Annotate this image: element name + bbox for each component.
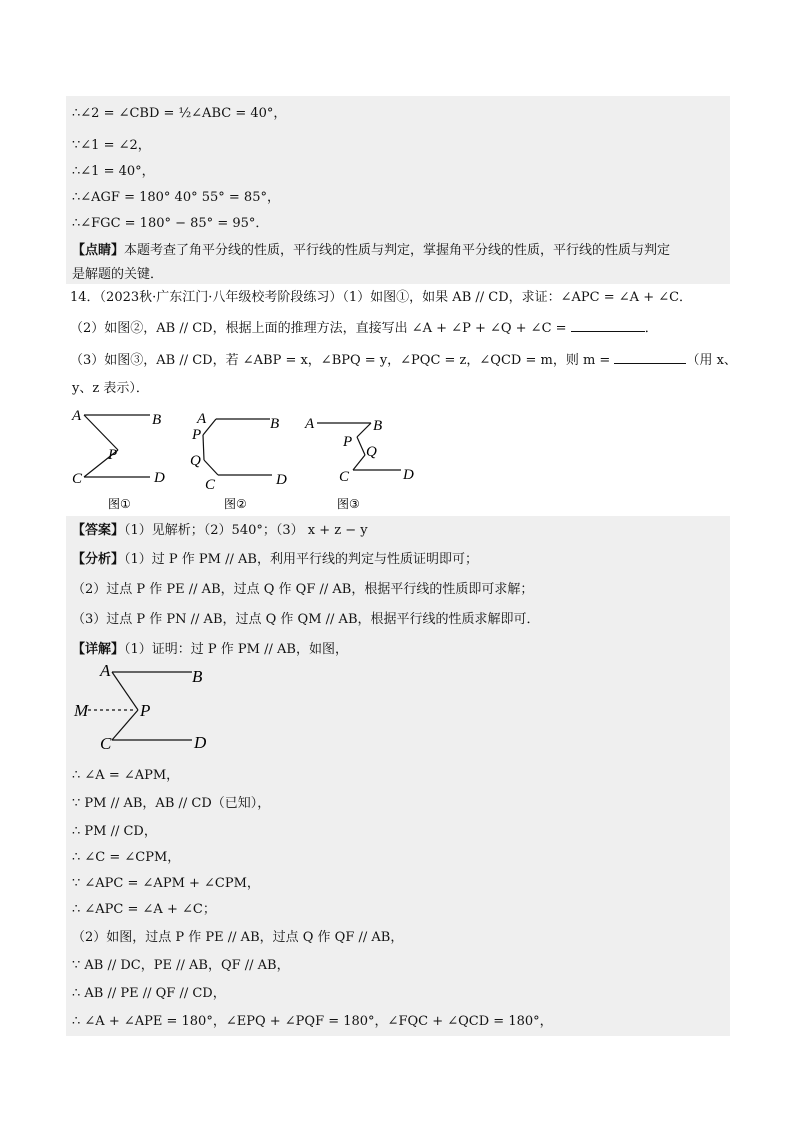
problem-part1: （1）如图①，如果 AB // CD，求证：∠APC = ∠A + ∠C． bbox=[342, 290, 693, 305]
analysis-line-1 bbox=[72, 547, 478, 573]
part2-text: （2）如图②，AB // CD，根据上面的推理方法，直接写出 ∠A + ∠P + ∠Q + ∠C = bbox=[70, 321, 567, 336]
detail-step: ∴ ∠A = ∠APM， bbox=[72, 768, 180, 783]
fig1-segment-ap bbox=[84, 415, 118, 450]
problem-part2 bbox=[70, 316, 658, 342]
detail-step: ∴ ∠APC = ∠A + ∠C； bbox=[72, 902, 216, 917]
detail-intro-text: （1）证明：过 P 作 PM // AB，如图， bbox=[124, 642, 348, 657]
fig3-label-q: Q bbox=[366, 444, 377, 460]
figure-1 bbox=[70, 405, 190, 515]
fig3-segment-pq bbox=[357, 437, 365, 455]
detail-step: ∵ AB // DC，PE // AB，QF // AB， bbox=[72, 958, 290, 973]
detail-step: ∵ PM // AB，AB // CD（已知）， bbox=[72, 796, 271, 811]
fig4-segment-ap bbox=[112, 672, 138, 710]
solution-line: ∴∠2 = ∠CBD = ½∠ABC = 40°， bbox=[72, 106, 287, 121]
fig3-label-p: P bbox=[343, 434, 353, 450]
fig3-label-d: D bbox=[403, 467, 414, 483]
problem-number: 14． bbox=[70, 290, 100, 305]
part2-suffix: ． bbox=[644, 321, 658, 336]
problem-source: （2023秋·广东江门·八年级校考阶段练习） bbox=[99, 290, 343, 305]
solution-line: ∴∠FGC = 180° − 85° = 95°． bbox=[72, 216, 269, 231]
fig1-label-c: C bbox=[72, 471, 83, 487]
answer-line bbox=[72, 518, 368, 544]
analysis-tag: 【分析】 bbox=[72, 552, 125, 567]
fig1-label-a: A bbox=[72, 408, 82, 424]
analysis-text-1: （1）过 P 作 PM // AB，利用平行线的判定与性质证明即可； bbox=[124, 552, 478, 567]
detail-step: ∴ AB // PE // QF // CD， bbox=[72, 986, 226, 1001]
part3-answer-blank[interactable] bbox=[614, 363, 686, 364]
fig2-label-p: P bbox=[192, 427, 202, 443]
dianjing-tag: 【点睛】 bbox=[72, 243, 125, 258]
fig1-label-d: D bbox=[154, 470, 165, 486]
fig1-caption: 图① bbox=[108, 497, 131, 511]
detail-step: ∴ ∠A + ∠APE = 180°，∠EPQ + ∠PQF = 180°，∠FQC + ∠QCD = 180°， bbox=[72, 1014, 553, 1029]
analysis-line-3: （3）过点 P 作 PN // AB，过点 Q 作 QM // AB，根据平行线的性质求解即可． bbox=[72, 612, 540, 627]
figure-2 bbox=[188, 405, 308, 515]
fig4-label-d: D bbox=[194, 733, 207, 752]
detail-step: ∵ ∠APC = ∠APM + ∠CPM， bbox=[72, 876, 260, 891]
solution-line: ∵∠1 = ∠2， bbox=[72, 138, 151, 153]
fig2-label-d: D bbox=[276, 472, 287, 488]
answer-text: （1）见解析；（2）540°；（3） x + z − y bbox=[124, 523, 368, 538]
fig4-segment-pc bbox=[112, 710, 138, 740]
fig3-label-b: B bbox=[373, 418, 383, 434]
fig4-label-c: C bbox=[100, 734, 112, 753]
fig3-label-a: A bbox=[305, 416, 315, 432]
fig2-segment-qc bbox=[204, 460, 218, 475]
fig4-label-m: M bbox=[74, 701, 89, 720]
problem-header bbox=[70, 285, 692, 311]
answer-tag: 【答案】 bbox=[72, 523, 125, 538]
part3-suffix: （用 x、 bbox=[686, 353, 737, 368]
part2-answer-blank[interactable] bbox=[571, 331, 645, 332]
dianjing-line-1 bbox=[72, 238, 670, 264]
fig3-caption: 图③ bbox=[337, 497, 360, 511]
detail-tag: 【详解】 bbox=[72, 642, 125, 657]
problem-part3 bbox=[70, 348, 737, 374]
solution-line: ∴∠1 = 40°， bbox=[72, 164, 155, 179]
dianjing-line-2: 是解题的关键． bbox=[72, 267, 164, 282]
fig1-label-p: P bbox=[108, 447, 118, 463]
part3-text: （3）如图③，AB // CD，若 ∠ABP = x，∠BPQ = y，∠PQC = z，∠QCD = m，则 m = bbox=[70, 353, 611, 368]
fig2-caption: 图② bbox=[224, 497, 247, 511]
detail-step: （2）如图，过点 P 作 PE // AB，过点 Q 作 QF // AB， bbox=[72, 930, 404, 945]
fig4-label-b: B bbox=[192, 667, 203, 686]
figure-3 bbox=[303, 405, 433, 515]
fig2-segment-pq bbox=[203, 435, 204, 460]
fig1-label-b: B bbox=[152, 412, 162, 428]
dianjing-text: 本题考查了角平分线的性质，平行线的性质与判定，掌握角平分线的性质，平行线的性质与判定 bbox=[124, 243, 671, 258]
fig2-label-c: C bbox=[205, 477, 216, 493]
fig4-label-a: A bbox=[100, 661, 111, 680]
fig4-label-p: P bbox=[140, 701, 151, 720]
figure-4 bbox=[72, 660, 242, 760]
fig2-label-a: A bbox=[197, 411, 207, 427]
detail-step: ∴ PM // CD， bbox=[72, 824, 157, 839]
fig3-segment-qc bbox=[353, 455, 365, 470]
fig3-label-c: C bbox=[339, 469, 350, 485]
fig3-segment-bp bbox=[357, 423, 371, 437]
fig2-label-q: Q bbox=[190, 453, 201, 469]
problem-part3-line2: y、z 表示）． bbox=[72, 381, 149, 396]
detail-step: ∴ ∠C = ∠CPM， bbox=[72, 850, 181, 865]
solution-line: ∴∠AGF = 180° 40° 55° = 85°， bbox=[72, 190, 280, 205]
analysis-line-2: （2）过点 P 作 PE // AB，过点 Q 作 QF // AB，根据平行线的性质即可求解； bbox=[72, 582, 534, 597]
fig2-label-b: B bbox=[270, 416, 280, 432]
